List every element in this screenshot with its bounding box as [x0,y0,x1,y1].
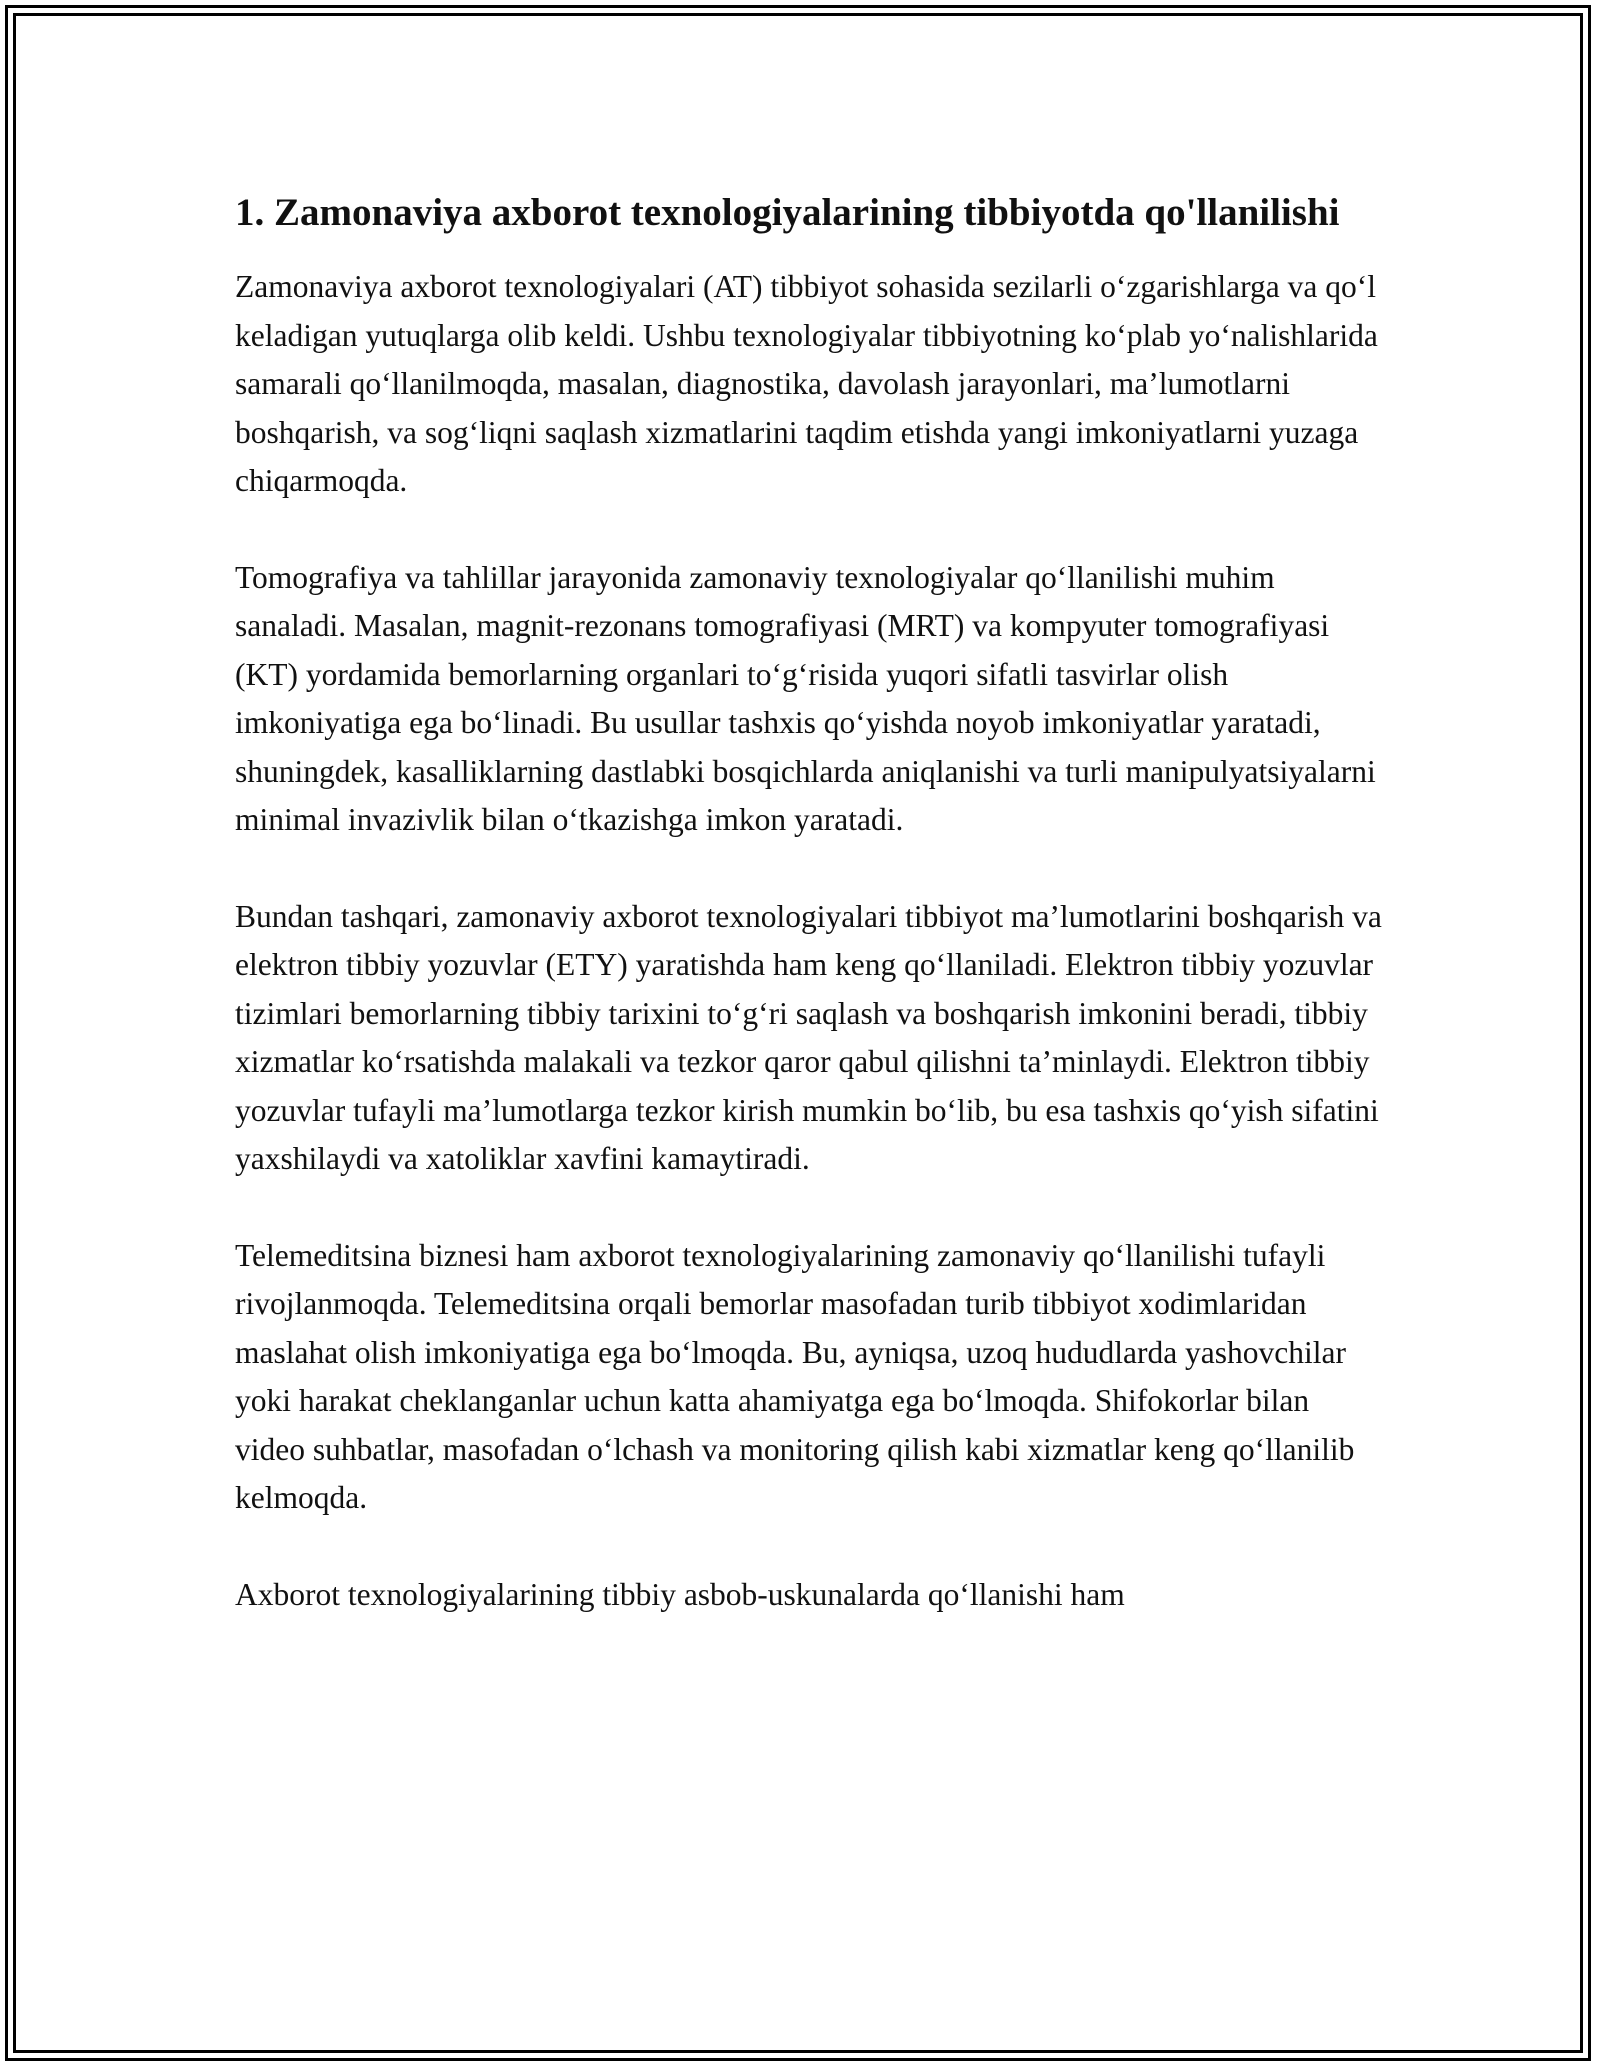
paragraph-medical-equipment: Axborot texnologiyalarining tibbiy asbob-uskunalarda qo‘llanishi ham [235,1576,1125,1612]
document-body [235,186,1385,1667]
paragraph-electronic-records: Bundan tashqari, zamonaviy axborot texnologiyalari tibbiyot ma’lumotlarini boshqarish va elektron tibbiy yozuvlar (ETY) yaratishda ham keng qo‘llaniladi. Elektron tibbiy yozuvlar tizimlari bemorlarning tibbiy tarixini to‘g‘ri saqlash va boshqarish imkonini beradi, tibbiy xizmatlar ko‘rsatishda malakali va tezkor qaror qabul qilishni ta’minlaydi. Elektron tibbiy yozuvlar tufayli ma’lumotlarga tezkor kirish mumkin bo‘lib, bu esa tashxis qo‘yish sifatini yaxshilaydi va xatoliklar xavfini kamaytiradi. [235,898,1382,1176]
paragraph-intro: Zamonaviya axborot texnologiyalari (AT) tibbiyot sohasida sezilarli o‘zgarishlarga va qo‘l keladigan yutuqlarga olib keldi. Ushbu texnologiyalar tibbiyotning ko‘plab yo‘nalishlarida samarali qo‘llanilmoqda, masalan, diagnostika, davolash jarayonlari, ma’lumotlarni boshqarish, va sog‘liqni saqlash xizmatlarini taqdim etishda yangi imkoniyatlarni yuzaga chiqarmoqda. [235,269,1378,498]
paragraph-tomography: Tomografiya va tahlillar jarayonida zamonaviy texnologiyalar qo‘llanilishi muhim sanaladi. Masalan, magnit-rezonans tomografiyasi (MRT) va kompyuter tomografiyasi (KT) yordamida bemorlarning organlari to‘g‘risida yuqori sifatli tasvirlar olish imkoniyatiga ega bo‘linadi. Bu usullar tashxis qo‘yishda noyob imkoniyatlar yaratadi, shuningdek, kasalliklarning dastlabki bosqichlarda aniqlanishi va turli manipulyatsiyalarni minimal invazivlik bilan o‘tkazishga imkon yaratadi. [235,559,1376,837]
paragraph-telemedicine: Telemeditsina biznesi ham axborot texnologiyalarining zamonaviy qo‘llanilishi tufayli rivojlanmoqda. Telemeditsina orqali bemorlar masofadan turib tibbiyot xodimlaridan maslahat olish imkoniyatiga ega bo‘lmoqda. Bu, ayniqsa, uzoq hududlarda yashovchilar yoki harakat cheklanganlar uchun katta ahamiyatga ega bo‘lmoqda. Shifokorlar bilan video suhbatlar, masofadan o‘lchash va monitoring qilish kabi xizmatlar keng qo‘llanilib kelmoqda. [235,1237,1355,1515]
section-heading: 1. Zamonaviya axborot texnologiyalarining tibbiyotda qo'llanilishi [235,191,1340,234]
